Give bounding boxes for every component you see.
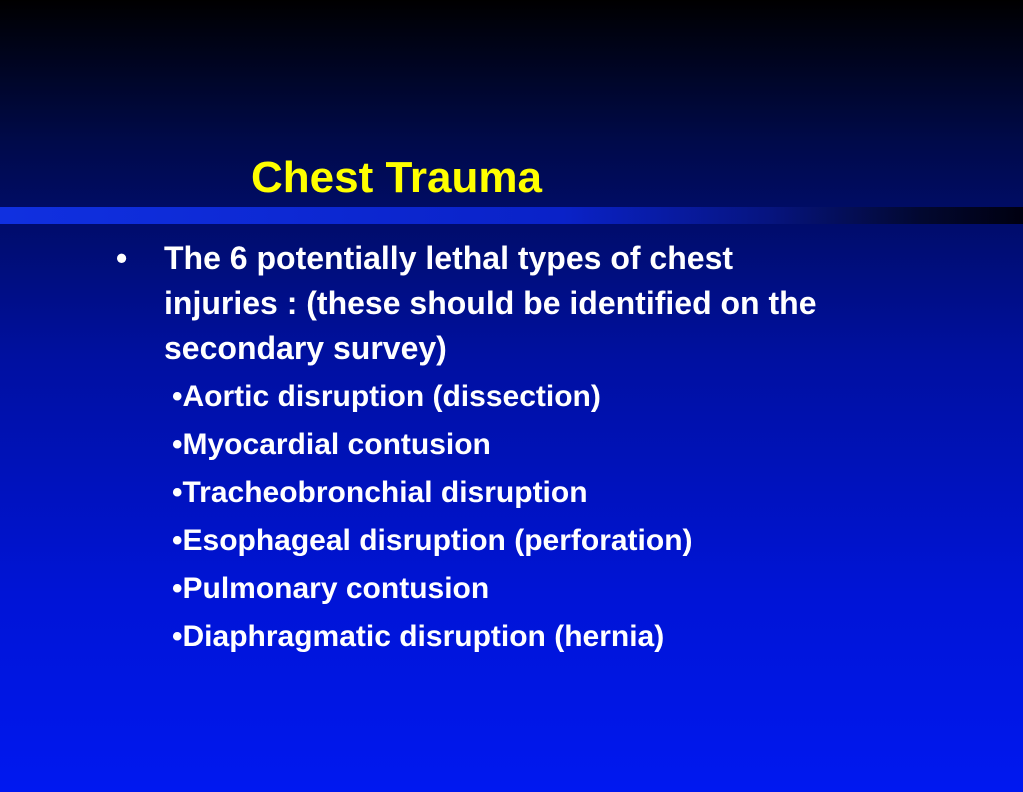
bullet-marker: • <box>116 240 128 276</box>
list-item-esophageal-disruption: •Esophageal disruption (perforation) <box>172 524 693 557</box>
main-bullet-text: The 6 potentially lethal types of chest injuries : (these should be identified on the secondary survey) <box>164 240 817 366</box>
main-bullet <box>116 236 836 371</box>
list-item-aortic-disruption: •Aortic disruption (dissection) <box>172 380 601 413</box>
slide-title: Chest Trauma <box>251 153 542 202</box>
title-divider-bar <box>0 207 1023 224</box>
injury-list <box>172 375 693 663</box>
list-item-pulmonary-contusion: •Pulmonary contusion <box>172 572 490 605</box>
list-item-tracheobronchial-disruption: •Tracheobronchial disruption <box>172 476 588 509</box>
list-item-diaphragmatic-disruption: •Diaphragmatic disruption (hernia) <box>172 620 665 653</box>
list-item-myocardial-contusion: •Myocardial contusion <box>172 428 491 461</box>
